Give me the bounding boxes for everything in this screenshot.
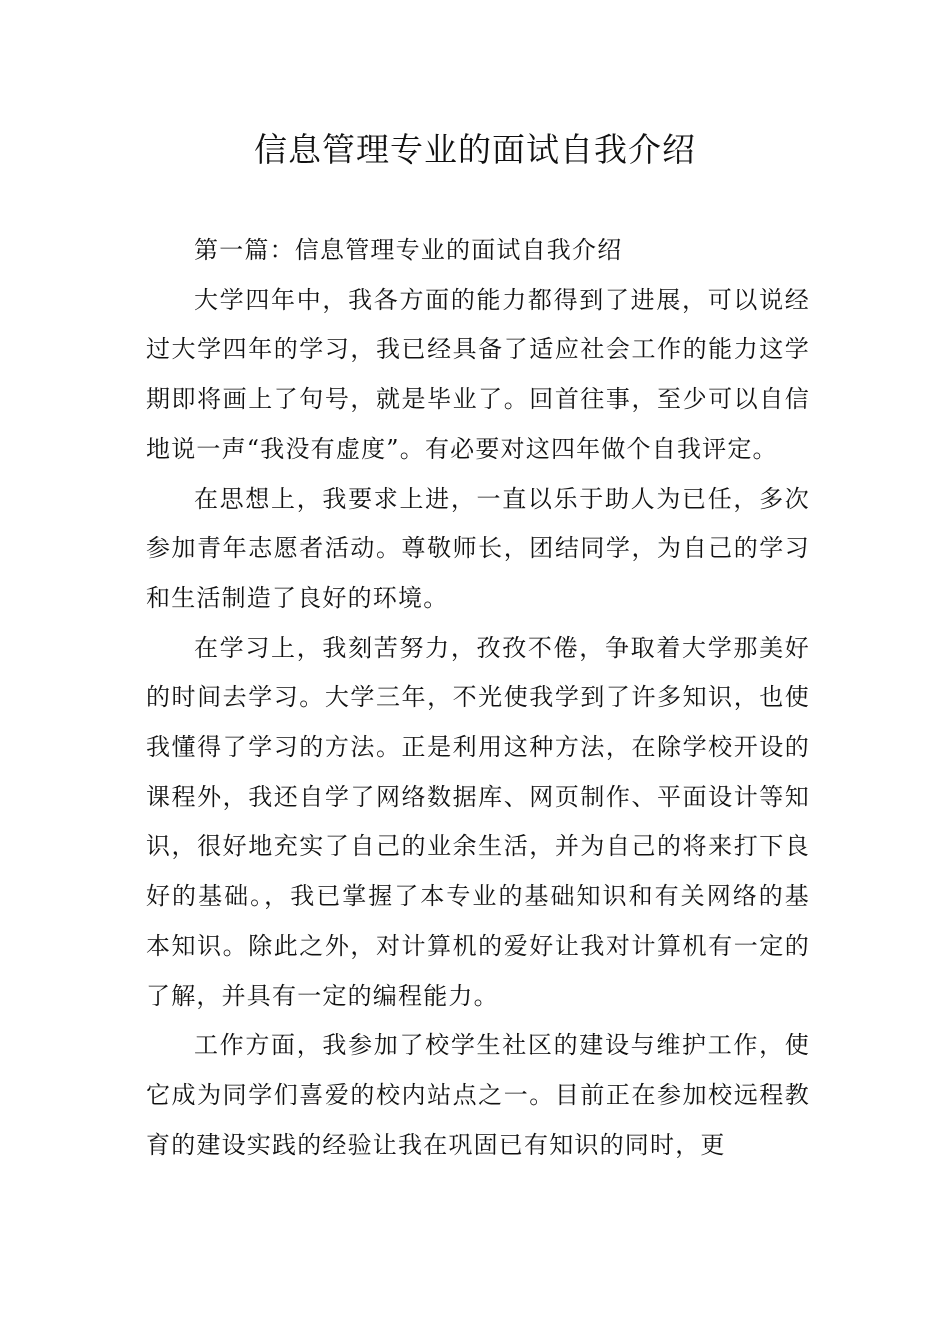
section-heading: 第一篇：信息管理专业的面试自我介绍: [194, 236, 623, 264]
paragraph-study: 在学习上，我刻苦努力，孜孜不倦，争取着大学那美好的时间去学习。大学三年，不光使我学到了许多知识，也使我懂得了学习的方法。正是利用这种方法，在除学校开设的课程外，我还自学了网络数据库、网页制作、平面设计等知识，很好地充实了自己的业余生活，并为自己的将来打下良好的基础。，我已掌握了本专业的基础知识和有关网络的基本知识。除此之外，对计算机的爱好让我对计算机有一定的了解，并具有一定的编程能力。: [146, 633, 810, 1010]
paragraph-overview: 大学四年中，我各方面的能力都得到了进展，可以说经过大学四年的学习，我已经具备了适应社会工作的能力这学期即将画上了句号，就是毕业了。回首往事，至少可以自信地说一声“我没有虚度”。有必要对这四年做个自我评定。: [146, 285, 810, 463]
paragraph-ideology: 在思想上，我要求上进，一直以乐于助人为已任，多次参加青年志愿者活动。尊敬师长，团结同学，为自己的学习和生活制造了良好的环境。: [146, 484, 810, 612]
document-body: [146, 226, 810, 1170]
document-title: 信息管理专业的面试自我介绍: [254, 130, 696, 169]
paragraph-work: 工作方面，我参加了校学生社区的建设与维护工作，使它成为同学们喜爱的校内站点之一。目前正在参加校远程教育的建设实践的经验让我在巩固已有知识的同时，更: [146, 1031, 810, 1159]
